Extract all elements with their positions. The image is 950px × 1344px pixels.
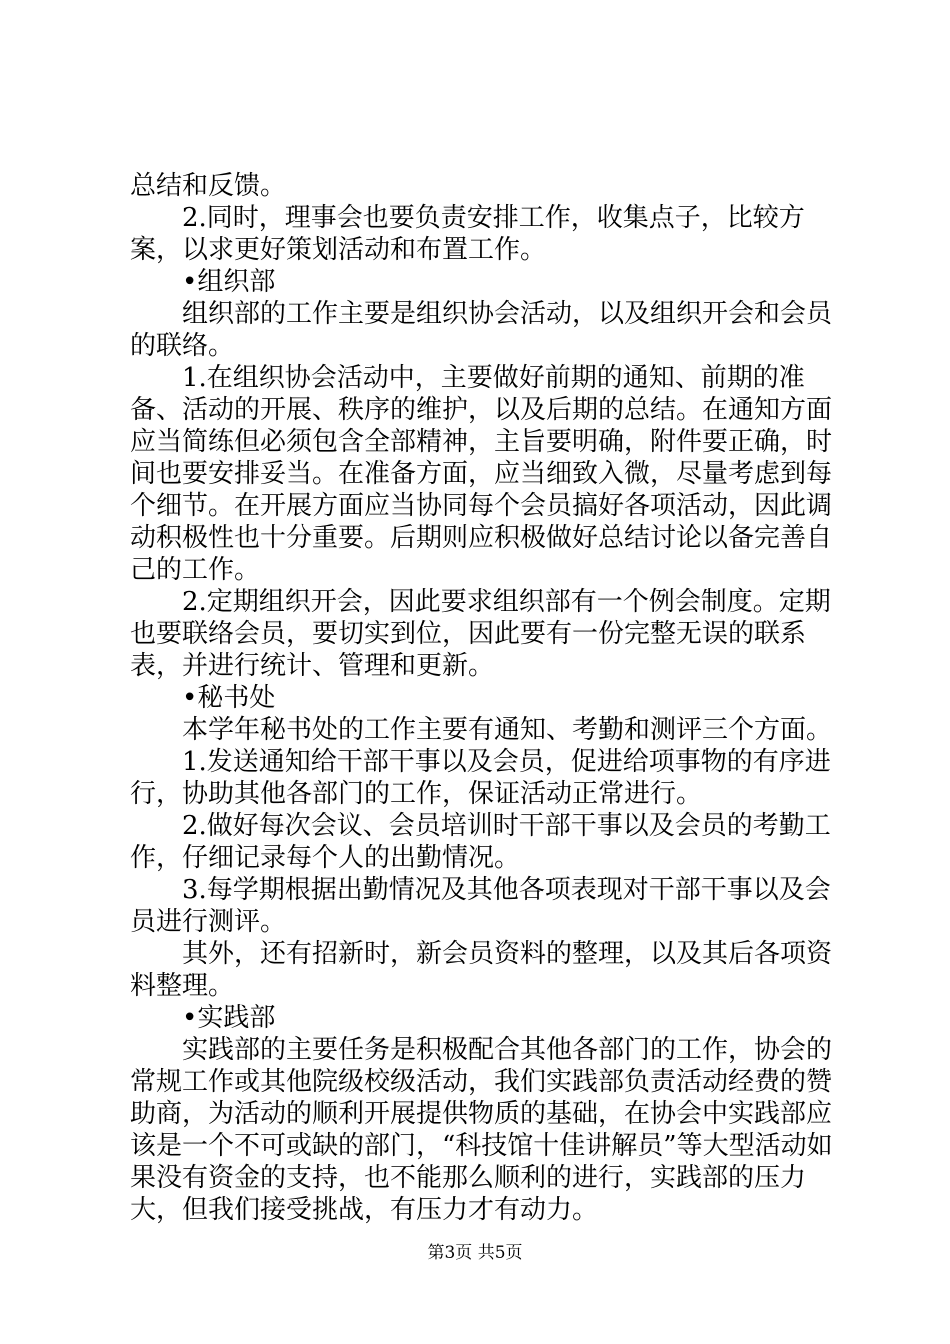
document-body	[130, 170, 835, 1226]
paragraph-4: 组织部的工作主要是组织协会活动，以及组织开会和会员的联络。	[130, 299, 833, 361]
paragraph-5: 1.在组织协会活动中，主要做好前期的通知、前期的准备、活动的开展、秩序的维护，以及后期的总结。在通知方面应当简练但必须包含全部精神，主旨要明确，附件要正确，时间也要安排妥当。在准备方面，应当细致入微，尽量考虑到每个细节。在开展方面应当协同每个会员搞好各项活动，因此调动积极性也十分重要。后期则应积极做好总结讨论以备完善自己的工作。	[130, 363, 833, 585]
paragraph-10: 2.做好每次会议、会员培训时干部干事以及会员的考勤工作，仔细记录每个人的出勤情况。	[130, 811, 831, 873]
section-heading-organization: •组织部	[182, 267, 276, 297]
paragraph-14: 实践部的主要任务是积极配合其他各部门的工作，协会的常规工作或其他院级校级活动，我们实践部负责活动经费的赞助商，为活动的顺利开展提供物质的基础，在协会中实践部应该是一个不可或缺的部门，“科技馆十佳讲解员”等大型活动如果没有资金的支持，也不能那么顺利的进行，实践部的压力大，但我们接受挑战，有压力才有动力。	[130, 1035, 833, 1225]
paragraph-6: 2.定期组织开会，因此要求组织部有一个例会制度。定期也要联络会员，要切实到位，因此要有一份完整无误的联系表，并进行统计、管理和更新。	[130, 587, 831, 681]
page-footer: 第3页 共5页	[427, 1243, 523, 1263]
paragraph-8: 本学年秘书处的工作主要有通知、考勤和测评三个方面。	[182, 715, 833, 745]
paragraph-2: 2.同时，理事会也要负责安排工作，收集点子，比较方案，以求更好策划活动和布置工作。	[130, 203, 805, 265]
paragraph-1: 总结和反馈。	[130, 171, 287, 201]
section-heading-secretariat: •秘书处	[182, 683, 276, 713]
paragraph-9: 1.发送通知给干部干事以及会员，促进给项事物的有序进行，协助其他各部门的工作，保证活动正常进行。	[130, 747, 831, 809]
paragraph-11: 3.每学期根据出勤情况及其他各项表现对干部干事以及会员进行测评。	[130, 875, 831, 937]
paragraph-12: 其外，还有招新时，新会员资料的整理，以及其后各项资料整理。	[130, 939, 833, 1001]
section-heading-practice: •实践部	[182, 1003, 276, 1033]
